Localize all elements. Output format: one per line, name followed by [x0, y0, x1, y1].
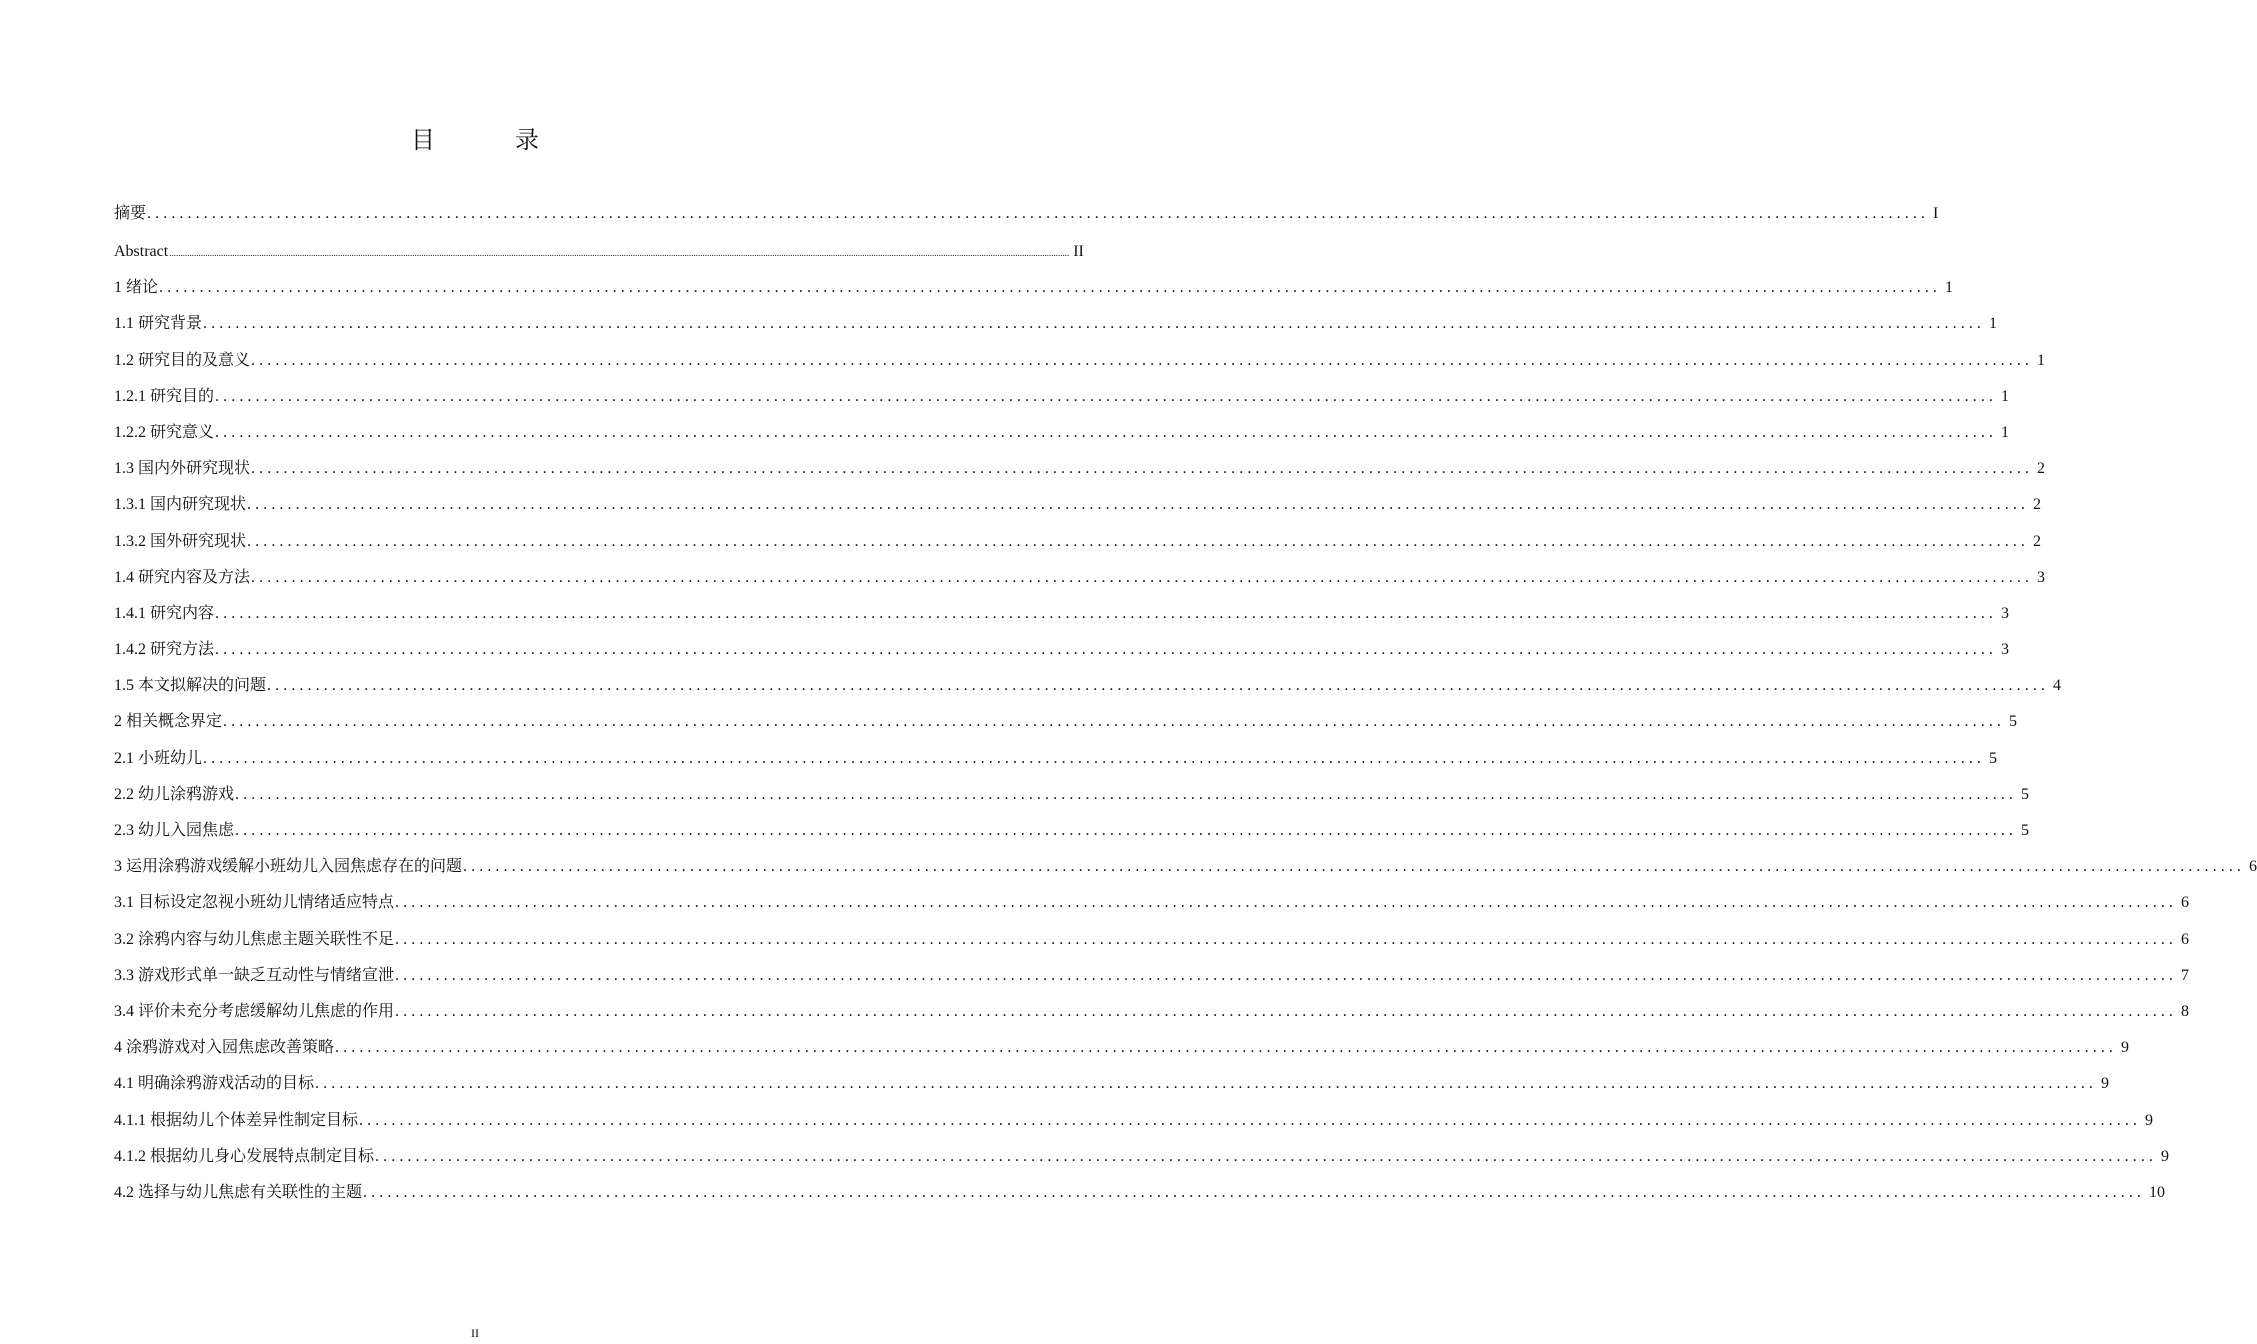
toc-entry-page-number: 9: [2121, 1039, 2130, 1057]
toc-entry-label: 3.3 游戏形式单一缺乏互动性与情绪宣泄: [114, 966, 395, 984]
toc-entry[interactable]: [114, 379, 2010, 415]
toc-entry-label: 1.3.1 国内研究现状: [114, 496, 247, 514]
toc-entry-label: 1.5 本文拟解决的问题: [114, 677, 267, 695]
toc-entry-label: 3.2 涂鸦内容与幼儿焦虑主题关联性不足: [114, 930, 395, 948]
toc-leader-dots: ............................................................................................................................................................................................................................: [395, 930, 2178, 948]
toc-entry-page-number: 6: [2249, 858, 2257, 876]
toc-entry[interactable]: [114, 415, 2010, 451]
toc-entry-page-number: 6: [2181, 894, 2190, 912]
toc-leader-dots: ............................................................................................................................................................................................................................: [315, 1075, 2098, 1093]
toc-leader-dots: ............................................................................................................................................................................................................................: [395, 1002, 2178, 1020]
toc-entry-page-number: 6: [2181, 930, 2190, 948]
toc-entry-label: 4.2 选择与幼儿焦虑有关联性的主题: [114, 1183, 363, 1201]
toc-entry[interactable]: [114, 1030, 2130, 1066]
toc-entry-label: 3.1 目标设定忽视小班幼儿情绪适应特点: [114, 894, 395, 912]
toc-entry-page-number: 1: [2001, 387, 2010, 405]
toc-entry-label: 3 运用涂鸦游戏缓解小班幼儿入园焦虑存在的问题: [114, 858, 463, 876]
toc-entry[interactable]: [114, 1103, 2154, 1139]
toc-entry-page-number: 2: [2033, 496, 2042, 514]
toc-entry[interactable]: [114, 741, 1998, 777]
toc-leader-dots: ............................................................................................................................................................................................................................: [235, 822, 2018, 839]
toc-leader-dots: ............................................................................................................................................................................................................................: [223, 713, 2006, 731]
toc-entry[interactable]: [114, 668, 2062, 704]
toc-leader-dots: ............................................................................................................................................................................................................................: [463, 858, 2246, 876]
toc-leader-dots: ............................................................................................................................................................................................................................: [247, 496, 2030, 514]
toc-entry[interactable]: [114, 487, 2042, 523]
toc-entry-label: 摘要: [114, 205, 147, 222]
toc-leader-dots: ............................................................................................................................................................................................................................: [375, 1147, 2158, 1165]
toc-entry-page-number: 2: [2033, 532, 2042, 550]
toc-leader-dots: ............................................................................................................................................................................................................................: [215, 604, 1998, 622]
toc-entry-page-number: 5: [2009, 713, 2018, 731]
toc-entry[interactable]: [114, 632, 2010, 668]
toc-leader-dots: ............................................................................................................................................................................................................................: [159, 279, 1942, 297]
toc-entry[interactable]: [114, 1066, 2110, 1102]
toc-entry-label: 1.3.2 国外研究现状: [114, 532, 247, 550]
toc-entry-label: 1.4.2 研究方法: [114, 641, 215, 659]
toc-leader-dots: ............................................................................................................................................................................................................................: [215, 423, 1998, 441]
toc-leader-dots: ................................................................................................................................................................................................................................................................................................................................................................................................................: [169, 248, 1070, 258]
toc-entry[interactable]: [114, 958, 2190, 994]
toc-entry-page-number: 5: [1989, 749, 1998, 767]
toc-entry-page-number: 9: [2145, 1111, 2154, 1129]
toc-entry[interactable]: [114, 560, 2046, 596]
toc-entry-label: 1 绪论: [114, 279, 159, 297]
toc-entry-label: 4.1 明确涂鸦游戏活动的目标: [114, 1075, 315, 1093]
toc-entry[interactable]: [114, 885, 2190, 921]
toc-entry-page-number: 5: [2021, 785, 2030, 803]
toc-leader-dots: ............................................................................................................................................................................................................................: [251, 351, 2034, 369]
toc-entry-label: 4 涂鸦游戏对入园焦虑改善策略: [114, 1039, 335, 1057]
toc-entry-label: 4.1.2 根据幼儿身心发展特点制定目标: [114, 1147, 375, 1165]
toc-entry[interactable]: [114, 306, 1998, 342]
toc-entry-page-number: 3: [2001, 604, 2010, 622]
toc-entry-label: 3.4 评价未充分考虑缓解幼儿焦虑的作用: [114, 1002, 395, 1020]
toc-entry-label: 2.3 幼儿入园焦虑: [114, 822, 235, 839]
footer-page-number: II: [471, 1326, 479, 1340]
toc-entry-label: 4.1.1 根据幼儿个体差异性制定目标: [114, 1111, 359, 1129]
toc-entry[interactable]: [114, 704, 2018, 740]
toc-entry-page-number: 3: [2001, 641, 2010, 659]
page-title: 目 录: [411, 126, 567, 154]
toc-entry-label: 2.1 小班幼儿: [114, 749, 203, 767]
toc-entry-page-number: 1: [1989, 315, 1998, 333]
toc-entry-label: 1.2.1 研究目的: [114, 387, 215, 405]
toc-leader-dots: ............................................................................................................................................................................................................................: [267, 677, 2050, 695]
toc-entry-page-number: 8: [2181, 1002, 2190, 1020]
toc-leader-dots: ............................................................................................................................................................................................................................: [215, 387, 1998, 405]
toc-entry-page-number: 7: [2181, 966, 2190, 984]
toc-entry-page-number: 1: [2001, 423, 2010, 441]
toc-leader-dots: ............................................................................................................................................................................................................................: [395, 894, 2178, 912]
toc-entry[interactable]: [114, 813, 2030, 849]
toc-leader-dots: ............................................................................................................................................................................................................................: [235, 785, 2018, 803]
toc-leader-dots: ............................................................................................................................................................................................................................: [203, 749, 1986, 767]
toc-leader-dots: ............................................................................................................................................................................................................................: [147, 205, 1930, 222]
toc-entry[interactable]: [114, 849, 2257, 885]
toc-entry-label: 1.2.2 研究意义: [114, 423, 215, 441]
toc-entry-label: Abstract: [114, 243, 169, 260]
toc-entry[interactable]: [114, 1175, 2166, 1211]
toc-entry-page-number: 4: [2053, 677, 2062, 695]
toc-entry[interactable]: [114, 994, 2190, 1030]
toc-entry[interactable]: [114, 343, 2046, 379]
toc-entry-page-number: 10: [2149, 1183, 2166, 1201]
toc-entry[interactable]: [114, 270, 1954, 306]
toc-entry-label: 1.2 研究目的及意义: [114, 351, 251, 369]
toc-entry[interactable]: [114, 451, 2046, 487]
toc-entry-label: 1.4 研究内容及方法: [114, 568, 251, 586]
toc-leader-dots: ............................................................................................................................................................................................................................: [359, 1111, 2142, 1129]
toc-entry-label: 1.1 研究背景: [114, 315, 203, 333]
toc-entry[interactable]: [114, 524, 2042, 560]
toc-entry-label: 1.4.1 研究内容: [114, 604, 215, 622]
toc-leader-dots: ............................................................................................................................................................................................................................: [363, 1183, 2146, 1201]
toc-entry-label: 2.2 幼儿涂鸦游戏: [114, 785, 235, 803]
toc-entry-page-number: 9: [2161, 1147, 2170, 1165]
toc-leader-dots: ............................................................................................................................................................................................................................: [251, 568, 2034, 586]
toc-entry[interactable]: [114, 922, 2190, 958]
toc-leader-dots: ............................................................................................................................................................................................................................: [203, 315, 1986, 333]
toc-entry-label: 2 相关概念界定: [114, 713, 223, 731]
toc-entry-page-number: 1: [2037, 351, 2046, 369]
toc-leader-dots: ............................................................................................................................................................................................................................: [395, 966, 2178, 984]
toc-entry-page-number: 2: [2037, 460, 2046, 478]
toc-entry-page-number: II: [1073, 243, 1084, 260]
table-of-contents: [114, 196, 2257, 1211]
toc-entry-page-number: 9: [2101, 1075, 2110, 1093]
toc-leader-dots: ............................................................................................................................................................................................................................: [247, 532, 2030, 550]
toc-entry-page-number: 3: [2037, 568, 2046, 586]
toc-entry[interactable]: [114, 234, 1084, 270]
toc-leader-dots: ............................................................................................................................................................................................................................: [251, 460, 2034, 478]
toc-entry-label: 1.3 国内外研究现状: [114, 460, 251, 478]
toc-entry[interactable]: [114, 1139, 2170, 1175]
toc-entry-page-number: 1: [1945, 279, 1954, 297]
toc-leader-dots: ............................................................................................................................................................................................................................: [335, 1039, 2118, 1057]
toc-entry[interactable]: [114, 196, 1939, 234]
toc-entry[interactable]: [114, 596, 2010, 632]
toc-entry-page-number: 5: [2021, 822, 2030, 839]
toc-entry[interactable]: [114, 777, 2030, 813]
toc-leader-dots: ............................................................................................................................................................................................................................: [215, 641, 1998, 659]
toc-entry-page-number: I: [1933, 205, 1939, 222]
